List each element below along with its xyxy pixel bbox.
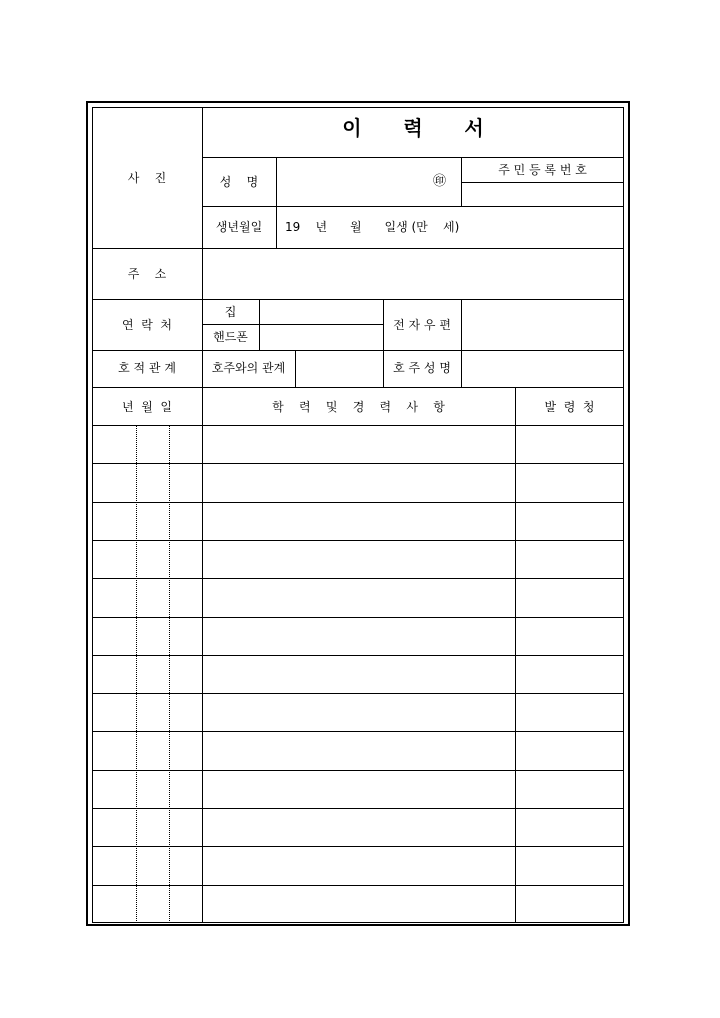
history-row-line [92,463,624,464]
name-row-bottom-line [202,206,624,207]
family-relation-label: 호 적 관 계 [118,361,176,375]
title-bottom-line [202,157,624,158]
resident-number-label: 주 민 등 록 번 호 [498,163,587,177]
contact-label: 연 락 처 [121,318,173,332]
seal-mark: ㊞ [433,174,447,189]
head-name-label: 호 주 성 명 [393,361,451,375]
history-row-line [92,502,624,503]
history-row-line [92,693,624,694]
history-year-month-dotted-line [136,425,137,923]
relation-to-head-label: 호주와의 관계 [211,361,286,375]
history-row-line [92,617,624,618]
form-title: 이 력 서 [342,116,484,140]
email-label: 전 자 우 편 [393,318,451,332]
history-date-header: 년 월 일 [121,400,173,414]
history-row-line [92,540,624,541]
family-row-bottom-line [92,387,624,388]
history-header-bottom-line [92,425,624,426]
history-row-line [92,808,624,809]
birth-row-bottom-line [92,248,624,249]
history-row-line [92,578,624,579]
history-issuer-header: 발 령 청 [544,400,595,414]
history-row-line [92,770,624,771]
history-month-day-dotted-line [169,425,170,923]
address-label: 주 소 [127,267,167,281]
name-label: 성 명 [219,175,259,189]
relation-divider [295,350,296,387]
history-row-line [92,846,624,847]
contact-mid-line [202,324,383,325]
contact-row-bottom-line [92,350,624,351]
history-row-line [92,655,624,656]
photo-label: 사 진 [127,171,167,185]
history-content-header: 학 력 및 경 력 사 항 [272,400,445,414]
home-phone-label: 집 [224,305,237,319]
address-row-bottom-line [92,299,624,300]
history-row-line [92,731,624,732]
resident-number-mid-line [461,182,624,183]
mobile-phone-label: 핸드폰 [213,330,248,344]
email-label-right-line [461,299,462,387]
name-label-divider [276,157,277,249]
birth-text: 19 년 월 일생 (만 세) [285,220,460,234]
birth-label: 생년월일 [215,220,263,234]
history-row-line [92,885,624,886]
